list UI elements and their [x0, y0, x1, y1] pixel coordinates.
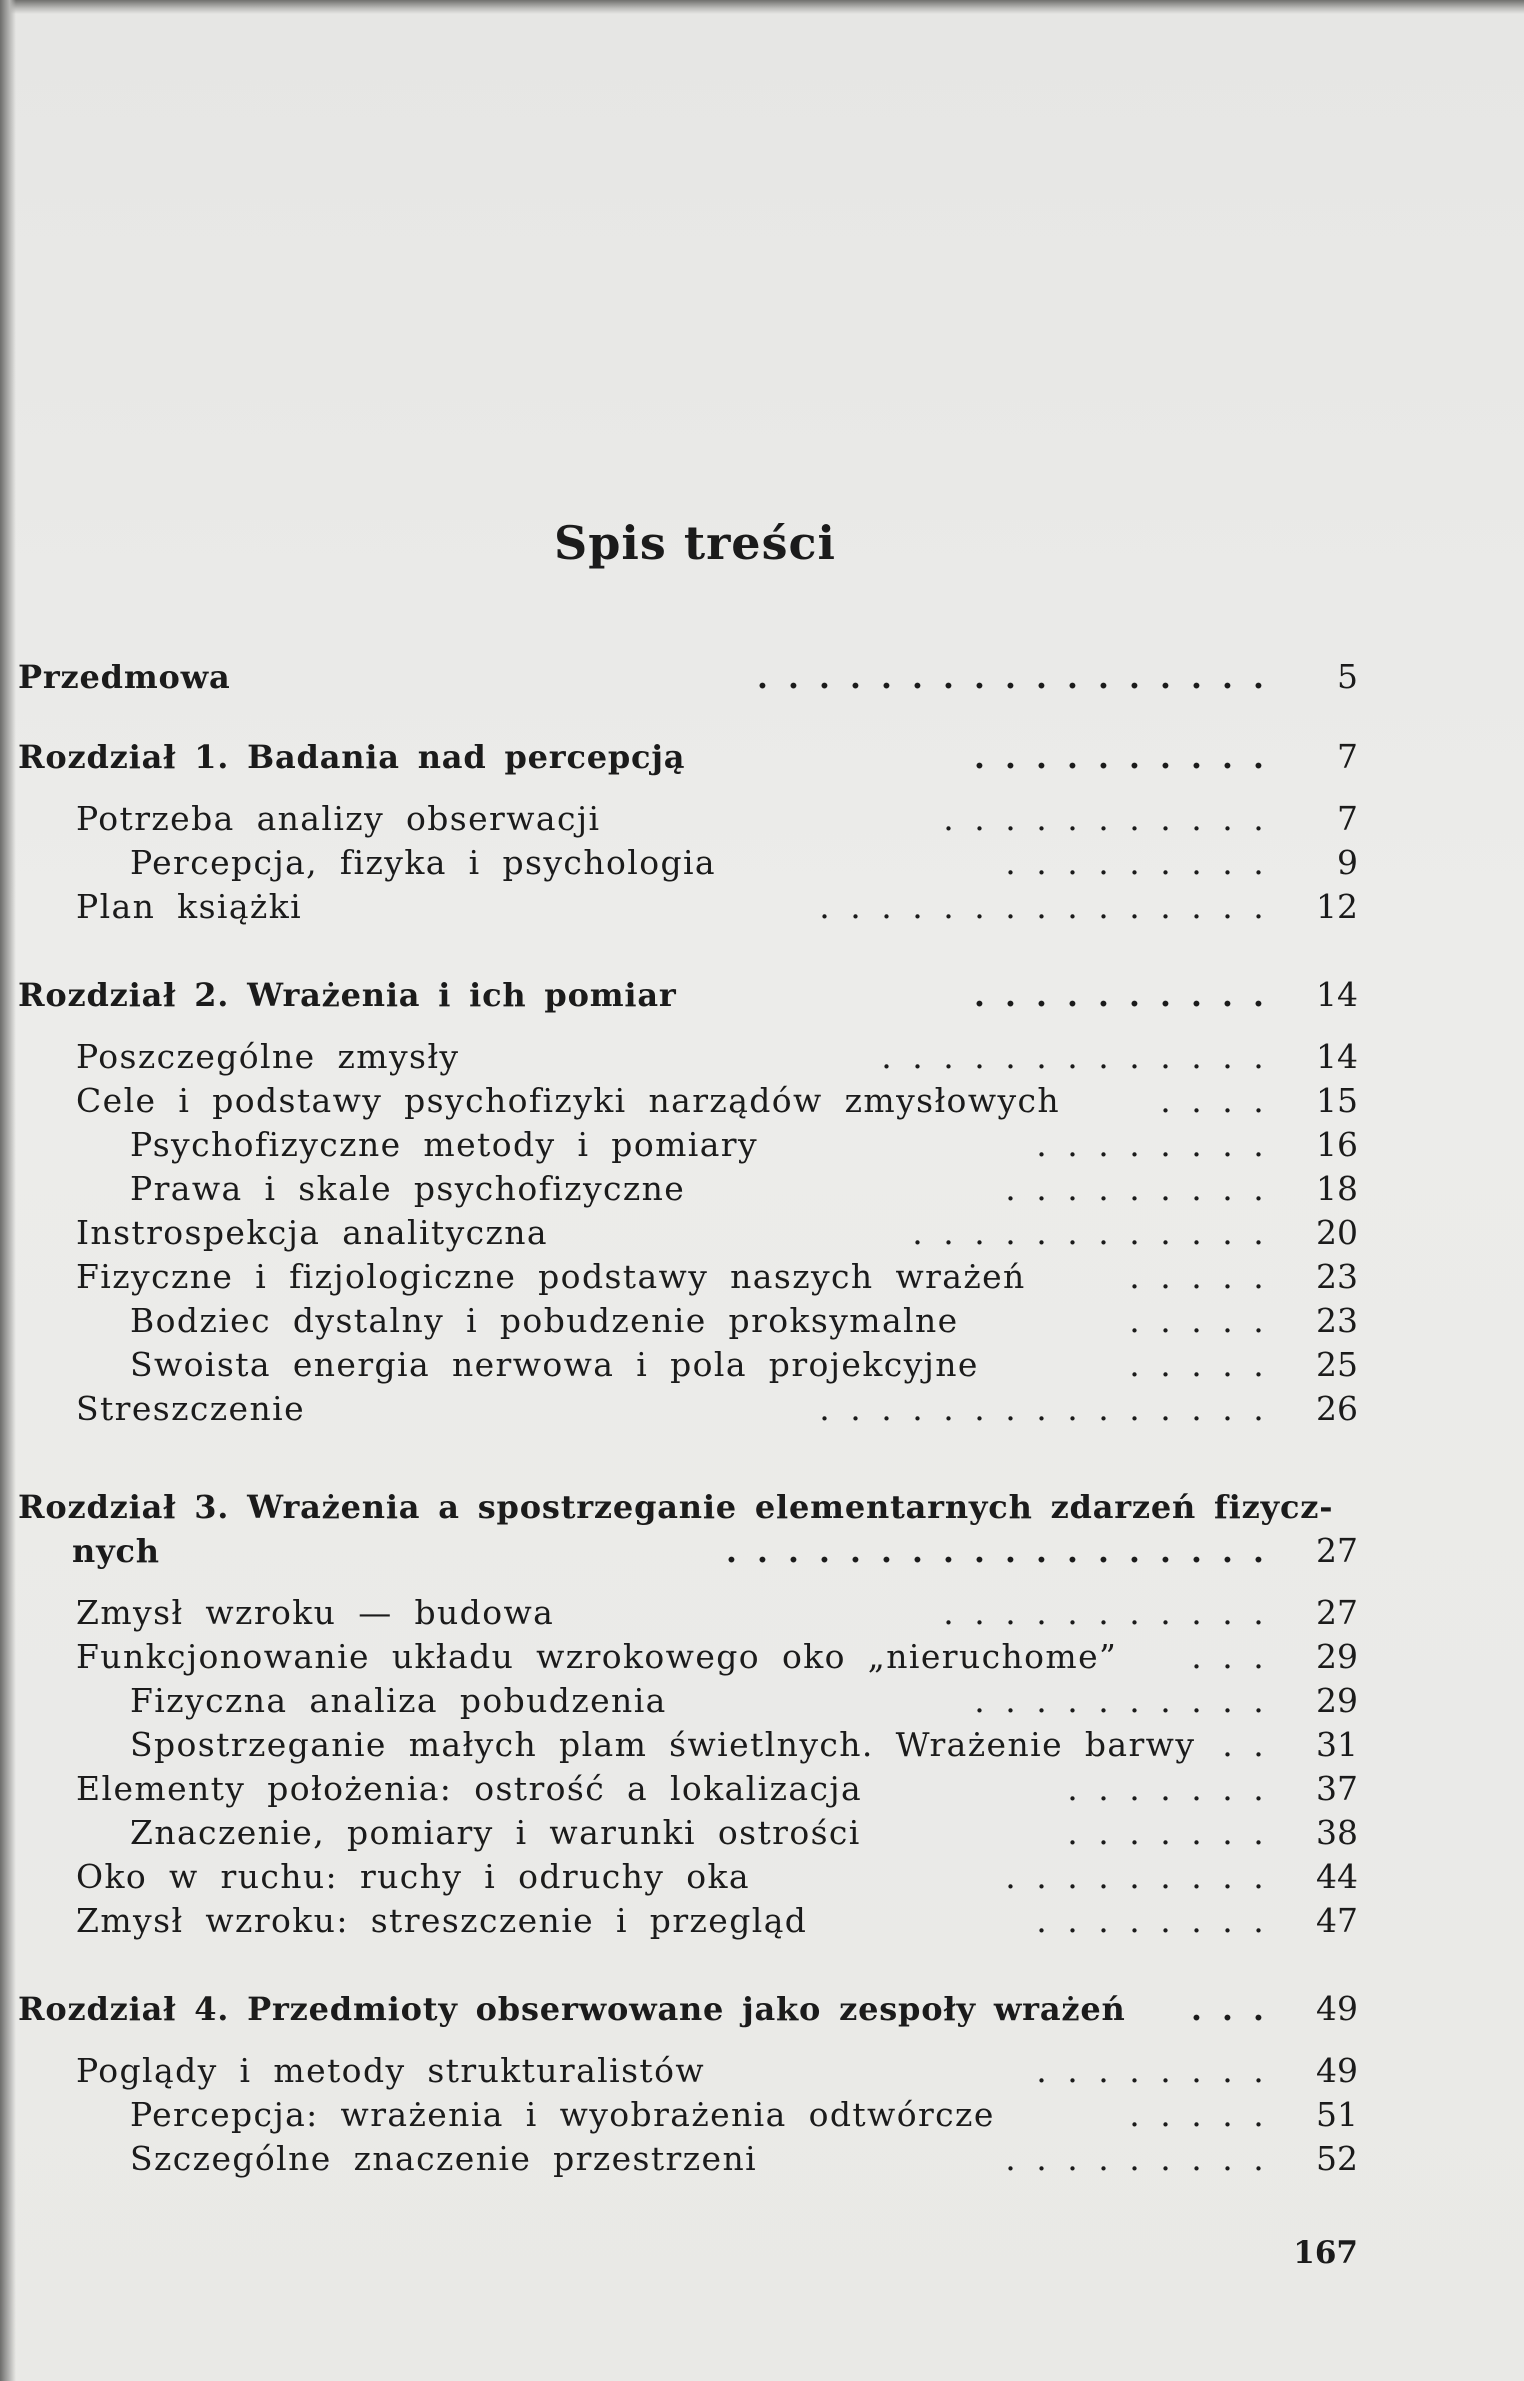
- toc-dot-leader: . . . . . . . . . .: [973, 738, 1265, 776]
- toc-entry: [0, 1723, 1524, 1767]
- toc-entry-title: Spostrzeganie małych plam świetlnych. Wrażenie barwy: [130, 1725, 1196, 1764]
- toc-dot-leader: . . . . . . . . . .: [974, 1681, 1264, 1720]
- toc-dot-leader: . . . . .: [1129, 1345, 1264, 1384]
- toc-entry-page: 47: [1316, 1901, 1358, 1940]
- toc-dot-leader: . . . . .: [1129, 2095, 1264, 2134]
- toc-entry-page: 44: [1316, 1857, 1358, 1896]
- toc-entry-page: 49: [1316, 1989, 1358, 2028]
- toc-entry-title: Psychofizyczne metody i pomiary: [130, 1125, 759, 1164]
- toc-entry: [0, 1679, 1524, 1723]
- toc-entry: [0, 1855, 1524, 1899]
- toc-entry: [0, 973, 1524, 1017]
- toc-dot-leader: . . . . . . . . .: [1005, 1857, 1264, 1896]
- toc-entry: [0, 1529, 1524, 1573]
- toc-entry-page: 20: [1316, 1213, 1358, 1252]
- toc-entry-page: 14: [1316, 975, 1358, 1014]
- toc-dot-leader: . . . . . . .: [1067, 1769, 1264, 1808]
- toc-entry-title: Fizyczne i fizjologiczne podstawy naszych wrażeń: [76, 1257, 1026, 1296]
- toc-entry: [0, 1343, 1524, 1387]
- toc-entry-page: 27: [1316, 1593, 1358, 1632]
- toc-dot-leader: . .: [1222, 1725, 1264, 1764]
- toc-entry: [0, 2137, 1524, 2181]
- toc-entry: [0, 2049, 1524, 2093]
- toc-entry-page: 18: [1316, 1169, 1358, 1208]
- toc-entry-title: Zmysł wzroku — budowa: [76, 1593, 555, 1632]
- toc-entry: [0, 1591, 1524, 1635]
- toc-entry-page: 49: [1316, 2051, 1358, 2090]
- toc-entry-title: Rozdział 2. Wrażenia i ich pomiar: [18, 976, 677, 1014]
- toc-entry-page: 9: [1337, 843, 1358, 882]
- toc-entry-title: Percepcja: wrażenia i wyobrażenia odtwórcze: [130, 2095, 995, 2134]
- toc-dot-leader: . . . . .: [1129, 1257, 1264, 1296]
- toc-dot-leader: . . . . . . . . .: [1005, 2139, 1264, 2178]
- toc-dot-leader: . . . . .: [1129, 1301, 1264, 1340]
- toc-dot-leader: . . . . . . . . . . . . . . . . . .: [725, 1532, 1265, 1570]
- toc-entry-title: Rozdział 1. Badania nad percepcją: [18, 738, 686, 776]
- toc-dot-leader: . . . . . . . .: [1036, 1125, 1264, 1164]
- toc-entry-title: Rozdział 4. Przedmioty obserwowane jako zespoły wrażeń: [18, 1990, 1126, 2028]
- toc-entry-page: 37: [1316, 1769, 1358, 1808]
- toc-entry-page: 51: [1316, 2095, 1358, 2134]
- toc-entry-page: 12: [1316, 887, 1358, 926]
- toc-entry: [0, 735, 1524, 779]
- toc-entry-title: Instrospekcja analityczna: [76, 1213, 549, 1252]
- page-top-edge: [0, 0, 1524, 14]
- toc-entry: [0, 1035, 1524, 1079]
- toc-entry-title: Percepcja, fizyka i psychologia: [130, 843, 717, 882]
- toc-entry-title: Prawa i skale psychofizyczne: [130, 1169, 686, 1208]
- toc-entry-page: 52: [1316, 2139, 1358, 2178]
- toc-entry-page: 29: [1316, 1681, 1358, 1720]
- toc-entry: [0, 1123, 1524, 1167]
- toc-entry-page: 14: [1316, 1037, 1358, 1076]
- toc-entry-title: Poszczególne zmysły: [76, 1037, 460, 1076]
- toc-dot-leader: . . . . . . . . .: [1005, 1169, 1264, 1208]
- toc-dot-leader: . . .: [1191, 1637, 1264, 1676]
- toc-entry: [0, 2093, 1524, 2137]
- toc-entry-title: Przedmowa: [18, 658, 231, 696]
- toc-entry-page: 23: [1316, 1257, 1358, 1296]
- toc-entry-title: Bodziec dystalny i pobudzenie proksymalne: [130, 1301, 959, 1340]
- toc-entry-title: Oko w ruchu: ruchy i odruchy oka: [76, 1857, 750, 1896]
- toc-dot-leader: . . . . . . .: [1067, 1813, 1264, 1852]
- toc-entry-title: Streszczenie: [76, 1389, 306, 1428]
- toc-entry-title: Rozdział 3. Wrażenia a spostrzeganie elementarnych zdarzeń fizycz-: [18, 1488, 1334, 1526]
- toc-entry: [0, 1767, 1524, 1811]
- toc-entry: [0, 1079, 1524, 1123]
- toc-entry: [0, 1987, 1524, 2031]
- toc-entry: [0, 1635, 1524, 1679]
- toc-entry: [0, 841, 1524, 885]
- toc-entry-title: Potrzeba analizy obserwacji: [76, 799, 601, 838]
- toc-dot-leader: . . . . . . . . . . . . . . .: [819, 1389, 1264, 1428]
- page-number: 167: [1293, 2235, 1358, 2271]
- toc-entry-page: 31: [1316, 1725, 1358, 1764]
- toc-entry: [0, 1811, 1524, 1855]
- toc-entry-title: Szczególne znaczenie przestrzeni: [130, 2139, 758, 2178]
- toc-entry: [0, 1255, 1524, 1299]
- toc-entry-page: 16: [1316, 1125, 1358, 1164]
- toc-entry-title: nych: [72, 1532, 160, 1570]
- toc-dot-leader: . . . .: [1160, 1081, 1264, 1120]
- toc-entry-title: Elementy położenia: ostrość a lokalizacja: [76, 1769, 863, 1808]
- toc-entry-page: 15: [1316, 1081, 1358, 1120]
- toc-entry-page: 5: [1337, 657, 1358, 696]
- toc-entry: [0, 797, 1524, 841]
- toc-entry: [0, 1485, 1524, 1529]
- toc-entry: [0, 1167, 1524, 1211]
- toc-entry: [0, 1899, 1524, 1943]
- toc-entry: [0, 1299, 1524, 1343]
- toc-entry-page: 38: [1316, 1813, 1358, 1852]
- toc-entry-title: Zmysł wzroku: streszczenie i przegląd: [76, 1901, 808, 1940]
- toc-entry-page: 27: [1316, 1531, 1358, 1570]
- toc-dot-leader: . . . . . . . . . . .: [943, 1593, 1264, 1632]
- toc-dot-leader: . . . . . . . .: [1036, 1901, 1264, 1940]
- toc-dot-leader: . . . . . . . .: [1036, 2051, 1264, 2090]
- toc-entry-title: Fizyczna analiza pobudzenia: [130, 1681, 667, 1720]
- toc-entry-page: 7: [1337, 799, 1358, 838]
- toc-entry: [0, 885, 1524, 929]
- toc-entry: [0, 1387, 1524, 1431]
- toc-dot-leader: . . . . . . . . . . .: [943, 799, 1264, 838]
- toc-entry: [0, 1211, 1524, 1255]
- toc-dot-leader: . . . . . . . . . . . . . . . . .: [756, 658, 1265, 696]
- toc-entry-title: Poglądy i metody strukturalistów: [76, 2051, 705, 2090]
- toc-entry-title: Funkcjonowanie układu wzrokowego oko „nieruchome”: [76, 1637, 1118, 1676]
- toc-entry-page: 25: [1316, 1345, 1358, 1384]
- toc-entry-title: Cele i podstawy psychofizyki narządów zmysłowych: [76, 1081, 1061, 1120]
- toc-entry-title: Znaczenie, pomiary i warunki ostrości: [130, 1813, 861, 1852]
- toc-entry: [0, 655, 1524, 699]
- toc-entry-page: 29: [1316, 1637, 1358, 1676]
- toc-dot-leader: . . . . . . . . . . . .: [912, 1213, 1264, 1252]
- toc-dot-leader: . . . . . . . . . . . . .: [881, 1037, 1264, 1076]
- toc-dot-leader: . . . . . . . . . .: [973, 976, 1265, 1014]
- toc-entry-title: Swoista energia nerwowa i pola projekcyjne: [130, 1345, 979, 1384]
- toc-entry-page: 7: [1337, 737, 1358, 776]
- toc-dot-leader: . . . . . . . . .: [1005, 843, 1264, 882]
- toc-entry-title: Plan książki: [76, 887, 303, 926]
- toc-entry-page: 23: [1316, 1301, 1358, 1340]
- toc-dot-leader: . . .: [1190, 1990, 1265, 2028]
- page-title: Spis treści: [554, 516, 836, 570]
- toc-dot-leader: . . . . . . . . . . . . . . .: [819, 887, 1264, 926]
- toc-entry-page: 26: [1316, 1389, 1358, 1428]
